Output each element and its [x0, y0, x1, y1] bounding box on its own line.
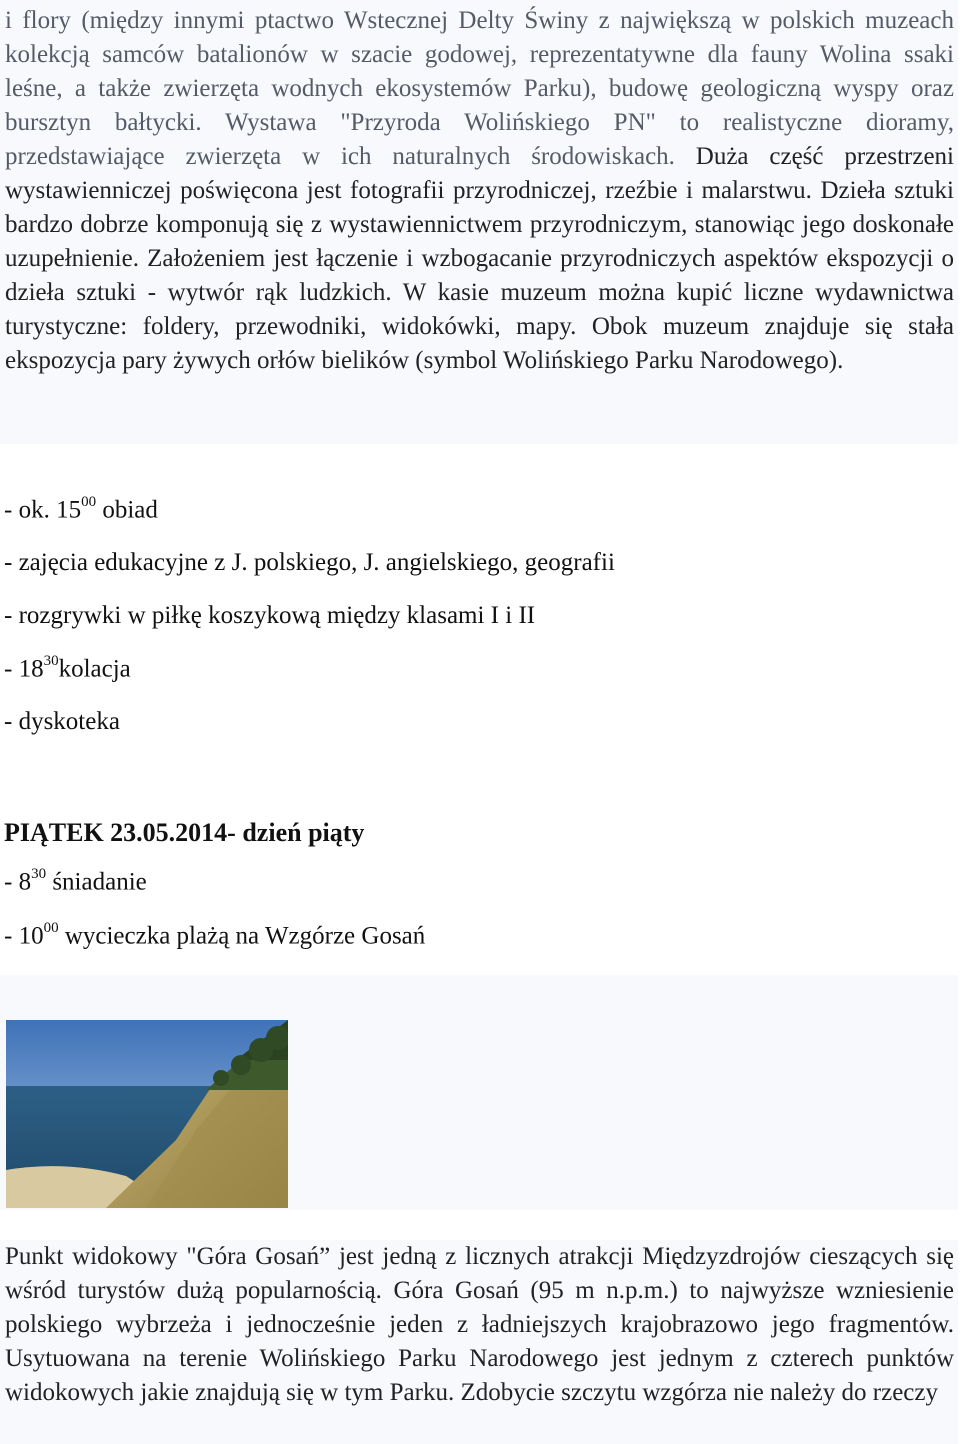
schedule-prefix: - 10 — [4, 922, 44, 950]
schedule-time-sup: 00 — [81, 494, 97, 510]
schedule-time-sup: 00 — [43, 920, 59, 936]
gosan-paragraph-block — [0, 1240, 958, 1444]
schedule-text: kolacja — [58, 655, 131, 683]
schedule-item — [4, 496, 158, 524]
schedule-item — [4, 708, 120, 736]
schedule-prefix: - ok. 15 — [4, 496, 82, 524]
schedule-time-sup: 30 — [43, 653, 59, 669]
schedule-prefix: - zajęcia edukacyjne z J. polskiego, J. angielskiego, geografii — [4, 549, 615, 576]
schedule-prefix: - 8 — [4, 868, 32, 896]
schedule-text: obiad — [96, 496, 158, 524]
schedule-item — [4, 868, 147, 896]
gosan-paragraph: Punkt widokowy "Góra Gosań” jest jedną z licznych atrakcji Międzyzdrojów cieszących się wśród turystów dużą popularnością. Góra Gosań (95 m n.p.m.) to najwyższe wzniesienie polskiego wybrzeża i jednocześnie jeden z ładniejszych krajobrazowo jego fragmentów. Usytuowana na terenie Wolińskiego Parku Narodowego jest jednym z czterech punktów widokowych jakie znajdują się w tym Parku. Zdobycie szczytu wzgórza nie należy do rzeczy — [5, 1243, 954, 1406]
intro-text-part2: Duża część przestrzeni wystawienniczej poświęcona jest fotografii przyrodniczej, rzeźbie i malarstwu. Dzieła sztuki bardzo dobrze komponują się z wystawiennictwem przyrodniczym, stanowiąc jego doskonałe uzupełnienie. Założeniem jest łączenie i wzbogacanie przyrodniczych aspektów ekspozycji o dzieła sztuki - wytwór rąk ludzkich. W kasie muzeum można kupić liczne wydawnictwa turystyczne: foldery, przewodniki, widokówki, mapy. Obok muzeum znajduje się stała ekspozycja pary żywych orłów bielików (symbol Wolińskiego Parku Narodowego). — [5, 143, 954, 374]
schedule-prefix: - 18 — [4, 655, 44, 683]
schedule-item — [4, 922, 425, 950]
schedule-prefix: - rozgrywki w piłkę koszykową między klasami I i II — [4, 602, 536, 629]
schedule-text: wycieczka plażą na Wzgórze Gosań — [58, 922, 426, 950]
schedule-item — [4, 602, 535, 630]
schedule-item — [4, 549, 615, 577]
cliff-sea-view-image — [6, 1020, 288, 1208]
intro-paragraph-block — [0, 0, 958, 444]
intro-text-part1: i flory (między innymi ptactwo Wstecznej Delty Świny z największą w polskich muzeach kolekcją samców batalionów w szacie godowej, reprezentatywne dla fauny Wolina ssaki leśne, a także zwierzęta wodnych ekosystemów Parku), budowę geologiczną wyspy oraz bursztyn bałtycki. Wystawa "Przyroda Wolińskiego PN" to realistyczne dioramy, przedstawiające zwierzęta w ich naturalnych środowiskach. — [5, 7, 954, 170]
intro-paragraph — [0, 0, 958, 378]
schedule-prefix: - dyskoteka — [4, 708, 120, 735]
schedule-time-sup: 30 — [31, 866, 47, 882]
day-heading: PIĄTEK 23.05.2014- dzień piąty — [4, 818, 365, 847]
schedule-text: śniadanie — [46, 868, 147, 896]
schedule-item — [4, 655, 131, 683]
